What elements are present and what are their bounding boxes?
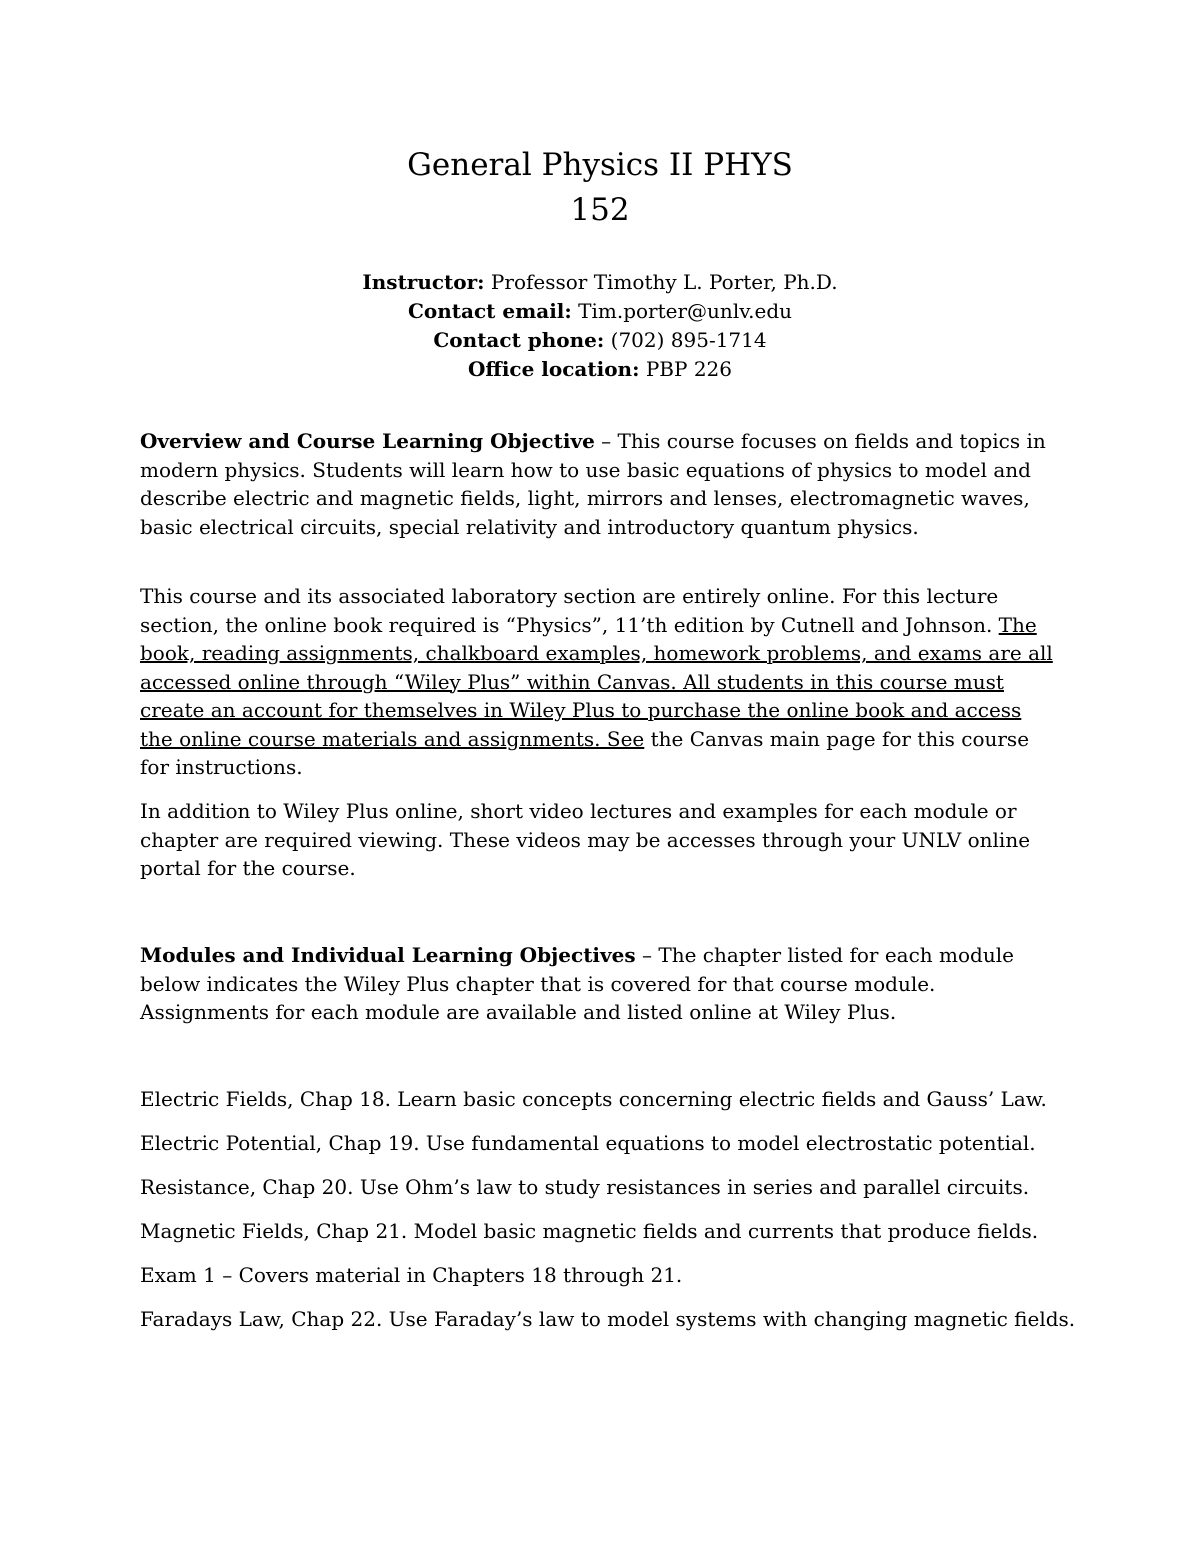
overview-paragraph [140,427,1060,541]
overview-section [140,427,1060,541]
video-section [140,797,1060,883]
office-line [0,355,1200,384]
module-item: Magnetic Fields, Chap 21. Model basic magnetic fields and currents that produce fields. [140,1219,1039,1243]
course-title: General Physics II PHYS [407,147,793,183]
office-value: PBP 226 [645,357,732,381]
office-label: Office location: [468,357,640,381]
instructor-line [0,268,1200,297]
course-info-section [140,582,1060,782]
email-label: Contact email: [407,299,572,323]
module-item: Electric Potential, Chap 19. Use fundamental equations to model electrostatic potential. [140,1131,1036,1155]
modules-paragraph [140,941,1060,1027]
module-item: Electric Fields, Chap 18. Learn basic concepts concerning electric fields and Gauss’ Law. [140,1087,1047,1111]
modules-heading: Modules and Individual Learning Objectives [140,943,636,967]
module-item: Faradays Law, Chap 22. Use Faraday’s law to model systems with changing magnetic fields. [140,1307,1076,1331]
course-intro-text: This course and its associated laboratory section are entirely online. For this lecture section, the online book required is “Physics”, 11’th edition by Cutnell and Johnson. [140,584,999,637]
phone-label: Contact phone: [433,328,605,352]
wiley-plus-notice: The book, reading assignments, chalkboard examples, homework problems, and exams are all accessed online through “Wiley Plus” within Canvas. All students in this course must create an account for themselves in Wiley Plus to purchase the online book and access the online course materials and assignments. See [140,612,1053,751]
phone-value: (702) 895-1714 [610,328,767,352]
module-item: Exam 1 – Covers material in Chapters 18 through 21. [140,1263,683,1287]
course-outro-text: the Canvas main page for this course for instructions. [140,726,1030,779]
video-paragraph: In addition to Wiley Plus online, short video lectures and examples for each module or chapter are required viewing. These videos may be accesses through your UNLV online portal for the course. [140,799,1031,880]
module-list [140,1085,1080,1349]
phone-line [0,326,1200,355]
email-line [0,297,1200,326]
overview-text: – This course focuses on fields and topics in modern physics. Students will learn how to use basic equations of physics to model and describe electric and magnetic fields, light, mirrors and lenses, electromagnetic waves, basic electrical circuits, special relativity and introductory quantum physics. [140,429,1046,539]
email-value: Tim.porter@unlv.edu [578,299,793,323]
overview-heading: Overview and Course Learning Objective [140,429,595,453]
modules-text: – The chapter listed for each module below indicates the Wiley Plus chapter that is covered for that course module. Assignments for each module are available and listed online at Wiley Plus. [140,943,1014,1024]
instructor-label: Instructor: [362,270,485,294]
course-number: 152 [570,192,630,228]
instructor-value: Professor Timothy L. Porter, Ph.D. [490,270,838,294]
course-info-paragraph [140,582,1060,782]
module-item: Resistance, Chap 20. Use Ohm’s law to study resistances in series and parallel circuits. [140,1175,1030,1199]
modules-section [140,941,1060,1027]
